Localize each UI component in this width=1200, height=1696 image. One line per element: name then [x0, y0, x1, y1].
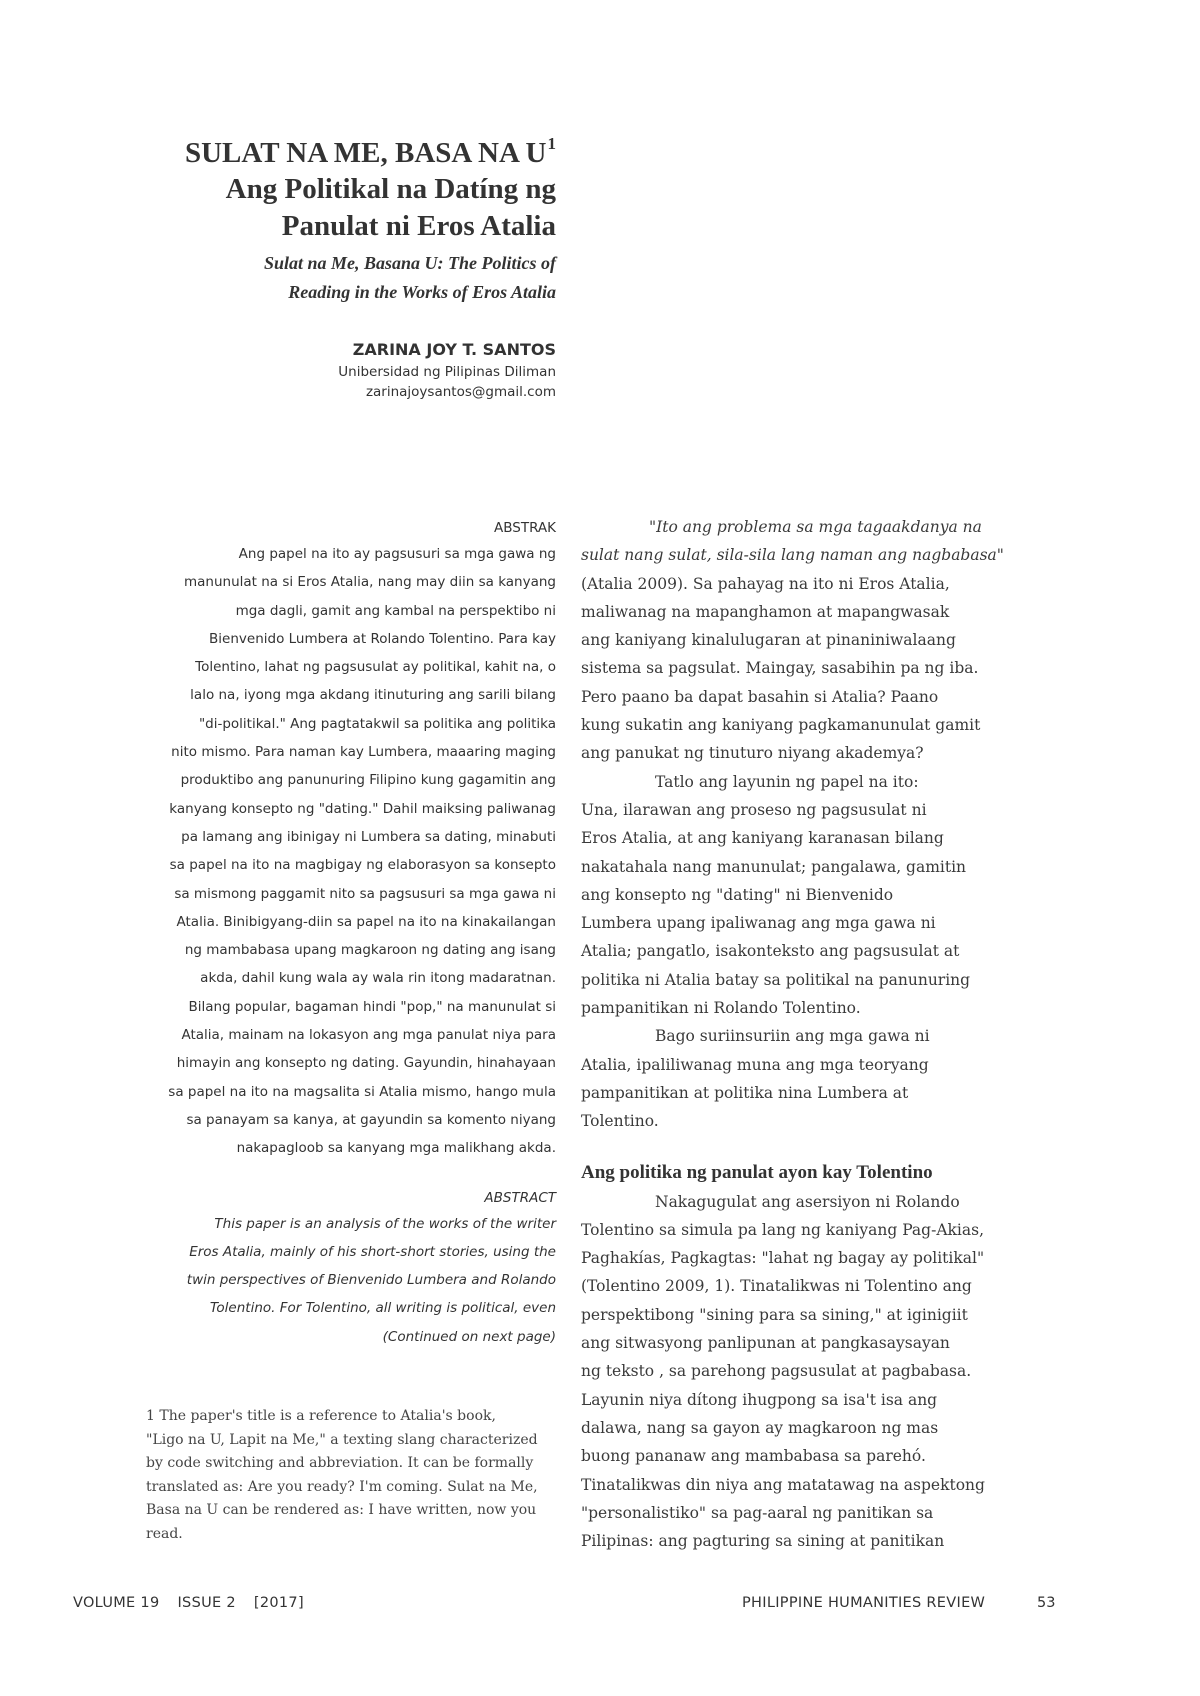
body-line: Tinatalikwas din niya ang matatawag na aspektong	[581, 1475, 985, 1494]
body-line: pampanitikan ni Rolando Tolentino.	[581, 999, 861, 1018]
abstrak-line: kanyang konsepto ng "dating." Dahil maiksing paliwanag	[169, 800, 556, 817]
body-line: kung sukatin ang kaniyang pagkamanunulat gamit	[581, 716, 981, 735]
body-line: Atalia, ipaliliwanag muna ang mga teoryang	[581, 1055, 929, 1074]
body-line: Tatlo ang layunin ng papel na ito:	[655, 772, 919, 791]
article-subtitle-line-1: Ang Politikal na Datíng ng	[225, 173, 556, 205]
section-heading: Ang politika ng panulat ayon kay Tolentino	[581, 1161, 933, 1183]
english-title-line-1: Sulat na Me, Basana U: The Politics of	[263, 253, 556, 273]
abstract-line: Eros Atalia, mainly of his short-short stories, using the	[189, 1243, 556, 1260]
article-title	[140, 135, 556, 171]
abstrak-line: Bilang popular, bagaman hindi "pop," na manunulat si	[188, 998, 556, 1015]
body-line: Atalia; pangatlo, isakonteksto ang pagsusulat at	[581, 942, 960, 961]
body-line: Una, ilarawan ang proseso ng pagsusulat ni	[581, 800, 927, 819]
epigraph-line: "Ito ang problema sa mga tagaakdanya na	[649, 518, 982, 536]
abstrak-line: ng mambabasa upang magkaroon ng dating ang isang	[184, 942, 556, 959]
body-line: "personalistiko" sa pag-aaral ng panitikan sa	[581, 1503, 934, 1522]
footer-year: [2017]	[253, 1595, 304, 1611]
body-line: Eros Atalia, at ang kaniyang karanasan bilang	[581, 829, 944, 848]
body-line: Pilipinas: ang pagturing sa sining at panitikan	[581, 1532, 945, 1551]
footnote-line: "Ligo na U, Lapit na Me," a texting slang characterized	[146, 1431, 538, 1448]
abstrak-line: sa papel na ito na magsalita si Atalia mismo, hango mula	[168, 1083, 556, 1100]
abstract-line: twin perspectives of Bienvenido Lumbera and Rolando	[186, 1272, 556, 1289]
abstrak-line: pa lamang ang ibinigay ni Lumbera sa dating, minabuti	[181, 828, 556, 845]
abstract-line: Tolentino. For Tolentino, all writing is political, even	[209, 1300, 556, 1317]
body-line: dalawa, nang sa gayon ay magkaroon ng mas	[581, 1418, 939, 1437]
abstrak-body	[142, 540, 556, 1163]
abstrak-line: lalo na, iyong mga akdang itinuturing ang sarili bilang	[190, 687, 556, 704]
abstrak-line: mga dagli, gamit ang kambal na perspektibo ni	[235, 602, 556, 619]
abstract-line: This paper is an analysis of the works of the writer	[214, 1215, 556, 1232]
author-name: ZARINA JOY T. SANTOS	[352, 340, 556, 359]
body-line: Nakagugulat ang asersiyon ni Rolando	[655, 1192, 960, 1211]
abstract-body	[142, 1210, 556, 1351]
english-title	[140, 249, 556, 307]
abstrak-line: manunulat na si Eros Atalia, nang may diin sa kanyang	[183, 574, 556, 591]
abstrak-line: Tolentino, lahat ng pagsusulat ay politikal, kahit na, o	[195, 659, 556, 676]
body-line: pampanitikan at politika nina Lumbera at	[581, 1083, 909, 1102]
abstrak-line: sa mismong paggamit nito sa pagsusuri sa mga gawa ni	[174, 885, 556, 902]
continued-note: (Continued on next page)	[382, 1328, 556, 1345]
author-block	[250, 338, 556, 402]
author-email: zarinajoysantos@gmail.com	[365, 384, 556, 400]
footer-volume-info	[73, 1595, 322, 1611]
footnote-line: by code switching and abbreviation. It can be formally	[146, 1455, 534, 1471]
body-line: buong pananaw ang mambabasa sa parehó.	[581, 1447, 926, 1466]
author-affiliation: Unibersidad ng Pilipinas Diliman	[338, 364, 556, 380]
body-line: ng teksto , sa parehong pagsusulat at pagbabasa.	[581, 1362, 972, 1381]
footnote-line: Basa na U can be rendered as: I have written, now you	[146, 1502, 537, 1518]
abstrak-line: "di-politikal." Ang pagtatakwil sa politika ang politika	[198, 715, 556, 732]
body-line: ang konsepto ng "dating" ni Bienvenido	[581, 885, 894, 904]
footer-issue: ISSUE 2	[177, 1595, 236, 1611]
article-title-text: SULAT NA ME, BASA NA U	[184, 137, 547, 169]
abstract-heading: ABSTRACT	[484, 1189, 556, 1206]
body-line: ang kaniyang kinalulugaran at pinaniniwalaang	[581, 631, 956, 650]
footnote-line: 1 The paper's title is a reference to Atalia's book,	[146, 1408, 496, 1424]
body-line: nakatahala nang manunulat; pangalawa, gamitin	[581, 857, 967, 876]
abstrak-line: nito mismo. Para naman kay Lumbera, maaaring maging	[171, 744, 556, 761]
body-line: Lumbera upang ipaliwanag ang mga gawa ni	[581, 914, 936, 933]
body-column	[581, 513, 1004, 1555]
abstrak-line: akda, dahil kung wala ay wala rin itong madaratnan.	[200, 970, 556, 987]
body-line: maliwanag na mapanghamon at mapangwasak	[581, 602, 950, 621]
body-line: Paghakías, Pagkagtas: "lahat ng bagay ay politikal"	[581, 1249, 985, 1268]
body-line: politika ni Atalia batay sa politikal na panunuring	[581, 970, 971, 989]
footnote	[146, 1405, 558, 1546]
body-line: (Atalia 2009). Sa pahayag na ito ni Eros Atalia,	[581, 574, 950, 593]
body-line: sistema sa pagsulat. Maingay, sasabihin pa ng iba.	[581, 659, 979, 678]
abstrak-line: produktibo ang panunuring Filipino kung gagamitin ang	[180, 772, 556, 789]
footer-journal-name: PHILIPPINE HUMANITIES REVIEW	[742, 1595, 986, 1611]
title-block	[140, 135, 556, 307]
english-title-line-2: Reading in the Works of Eros Atalia	[288, 282, 556, 302]
abstrak-line: Atalia, mainam na lokasyon ang mga panulat niya para	[181, 1027, 556, 1044]
abstrak-line: sa papel na ito na magbigay ng elaborasyon sa konsepto	[169, 857, 556, 874]
abstrak-line: Ang papel na ito ay pagsusuri sa mga gawa ng	[238, 546, 556, 562]
abstrak-line: Bienvenido Lumbera at Rolando Tolentino. Para kay	[209, 630, 556, 647]
abstrak-line: sa panayam sa kanya, at gayundin sa komento niyang	[186, 1111, 556, 1128]
body-line: Pero paano ba dapat basahin si Atalia? Paano	[581, 687, 939, 706]
abstrak-line: nakapagloob sa kanyang mga malikhang akda.	[236, 1140, 556, 1157]
footnote-marker: 1	[547, 134, 556, 154]
body-line: Tolentino.	[581, 1112, 659, 1131]
article-subtitle-line-2: Panulat ni Eros Atalia	[281, 210, 556, 242]
body-line: Bago suriinsuriin ang mga gawa ni	[655, 1027, 930, 1046]
abstrak-line: himayin ang konsepto ng dating. Gayundin, hinahayaan	[176, 1055, 556, 1072]
body-line: ang panukat ng tinuturo niyang akademya?	[581, 744, 924, 763]
body-line: perspektibong "sining para sa sining," at iginigiit	[581, 1305, 968, 1324]
page-number: 53	[1037, 1595, 1056, 1611]
abstrak-line: Atalia. Binibigyang-diin sa papel na ito na kinakailangan	[176, 913, 556, 930]
footer-volume: VOLUME 19	[73, 1595, 160, 1611]
body-line: (Tolentino 2009, 1). Tinatalikwas ni Tolentino ang	[581, 1277, 972, 1296]
footnote-line: translated as: Are you ready? I'm coming. Sulat na Me,	[146, 1478, 538, 1495]
epigraph-line: sulat nang sulat, sila-sila lang naman ang nagbabasa"	[581, 546, 1004, 565]
footnote-line: read.	[146, 1525, 183, 1542]
body-line: ang sitwasyong panlipunan at pangkasaysayan	[581, 1334, 950, 1353]
abstrak-heading: ABSTRAK	[494, 520, 556, 536]
body-line: Tolentino sa simula pa lang ng kaniyang Pag-Akias,	[581, 1220, 984, 1239]
abstract-column	[142, 516, 556, 1351]
body-line: Layunin niya dítong ihugpong sa isa't isa ang	[581, 1390, 938, 1409]
